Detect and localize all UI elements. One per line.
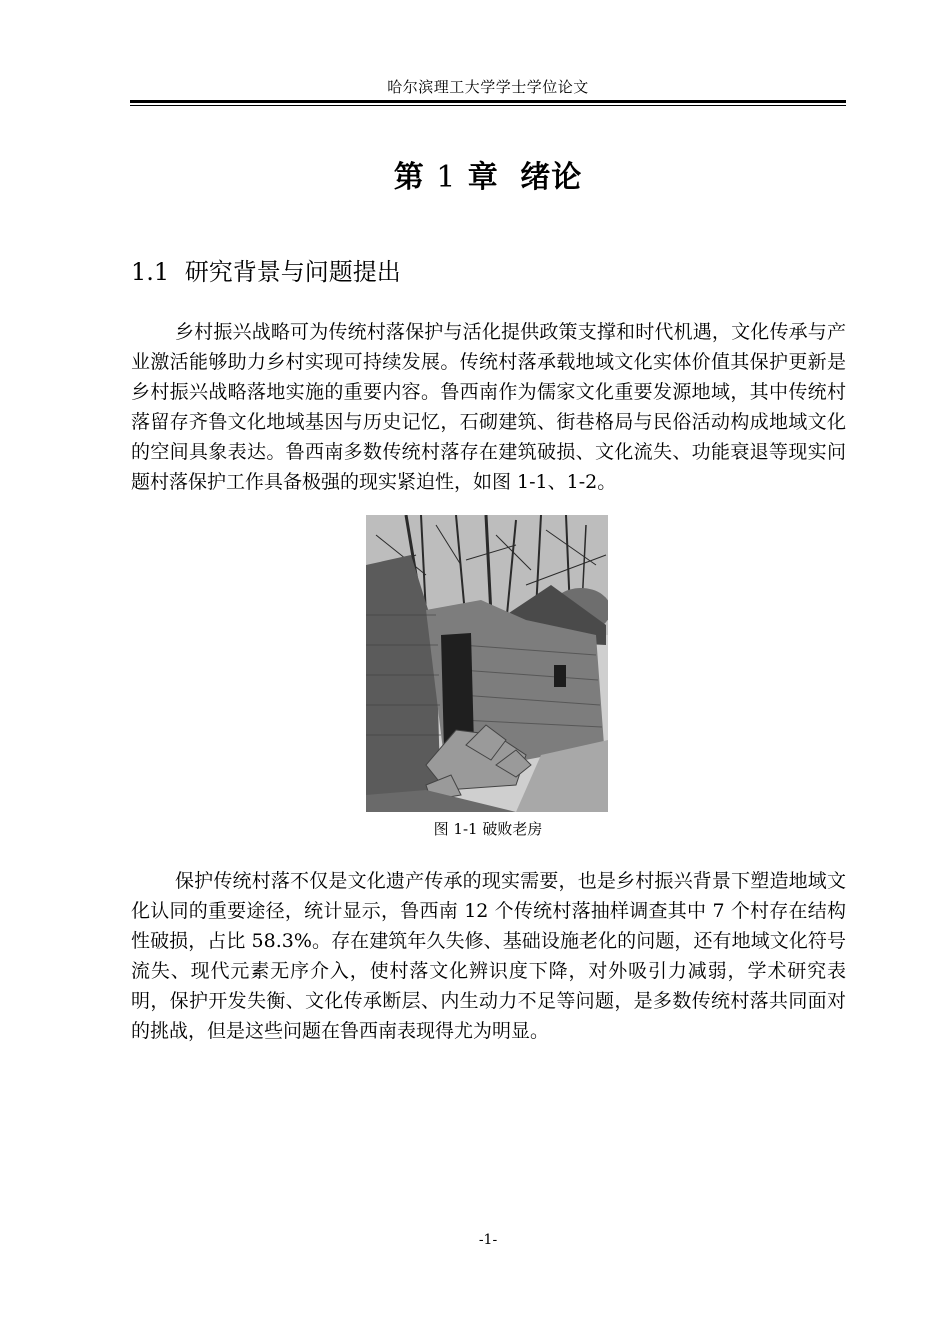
section-title: 研究背景与问题提出 bbox=[184, 258, 401, 286]
page-number: -1- bbox=[478, 1232, 498, 1248]
figure-ruined-house-photo bbox=[366, 515, 608, 812]
chapter-prefix: 第 bbox=[393, 160, 425, 195]
chapter-suffix: 章 bbox=[467, 160, 499, 195]
running-header: 哈尔滨理工大学学士学位论文 bbox=[387, 78, 589, 96]
chapter-number: 1 bbox=[436, 160, 457, 195]
chapter-name: 绪论 bbox=[520, 160, 583, 195]
paragraph-2: 保护传统村落不仅是文化遗产传承的现实需要，也是乡村振兴背景下塑造地域文化认同的重要途径，统计显示，鲁西南 12 个传统村落抽样调查其中 7 个村存在结构性破损，占比 58.3%。存在建筑年久失修、基础设施老化的问题，还有地域文化符号流失、现代元素无序介入，使村落文化辨识度下降，对外吸引力减弱，学术研究表明，保护开发失衡、文化传承断层、内生动力不足等问题，是多数传统村落共同面对的挑战，但是这些问题在鲁西南表现得尤为明显。 bbox=[131, 870, 846, 1042]
paragraph-1: 乡村振兴战略可为传统村落保护与活化提供政策支撑和时代机遇，文化传承与产业激活能够助力乡村实现可持续发展。传统村落承载地域文化实体价值其保护更新是乡村振兴战略落地实施的重要内容。鲁西南作为儒家文化重要发源地域，其中传统村落留存齐鲁文化地域基因与历史记忆，石砌建筑、街巷格局与民俗活动构成地域文化的空间具象表达。鲁西南多数传统村落存在建筑破损、文化流失、功能衰退等现实问题村落保护工作具备极强的现实紧迫性，如图 1-1、1-2。 bbox=[131, 321, 846, 493]
header-rule-thick bbox=[130, 100, 846, 103]
section-heading bbox=[131, 252, 401, 287]
chapter-title bbox=[130, 152, 846, 196]
section-number: 1.1 bbox=[131, 258, 170, 286]
figure-caption: 图 1-1 破败老房 bbox=[433, 820, 543, 838]
header-rule-thin bbox=[130, 105, 846, 106]
